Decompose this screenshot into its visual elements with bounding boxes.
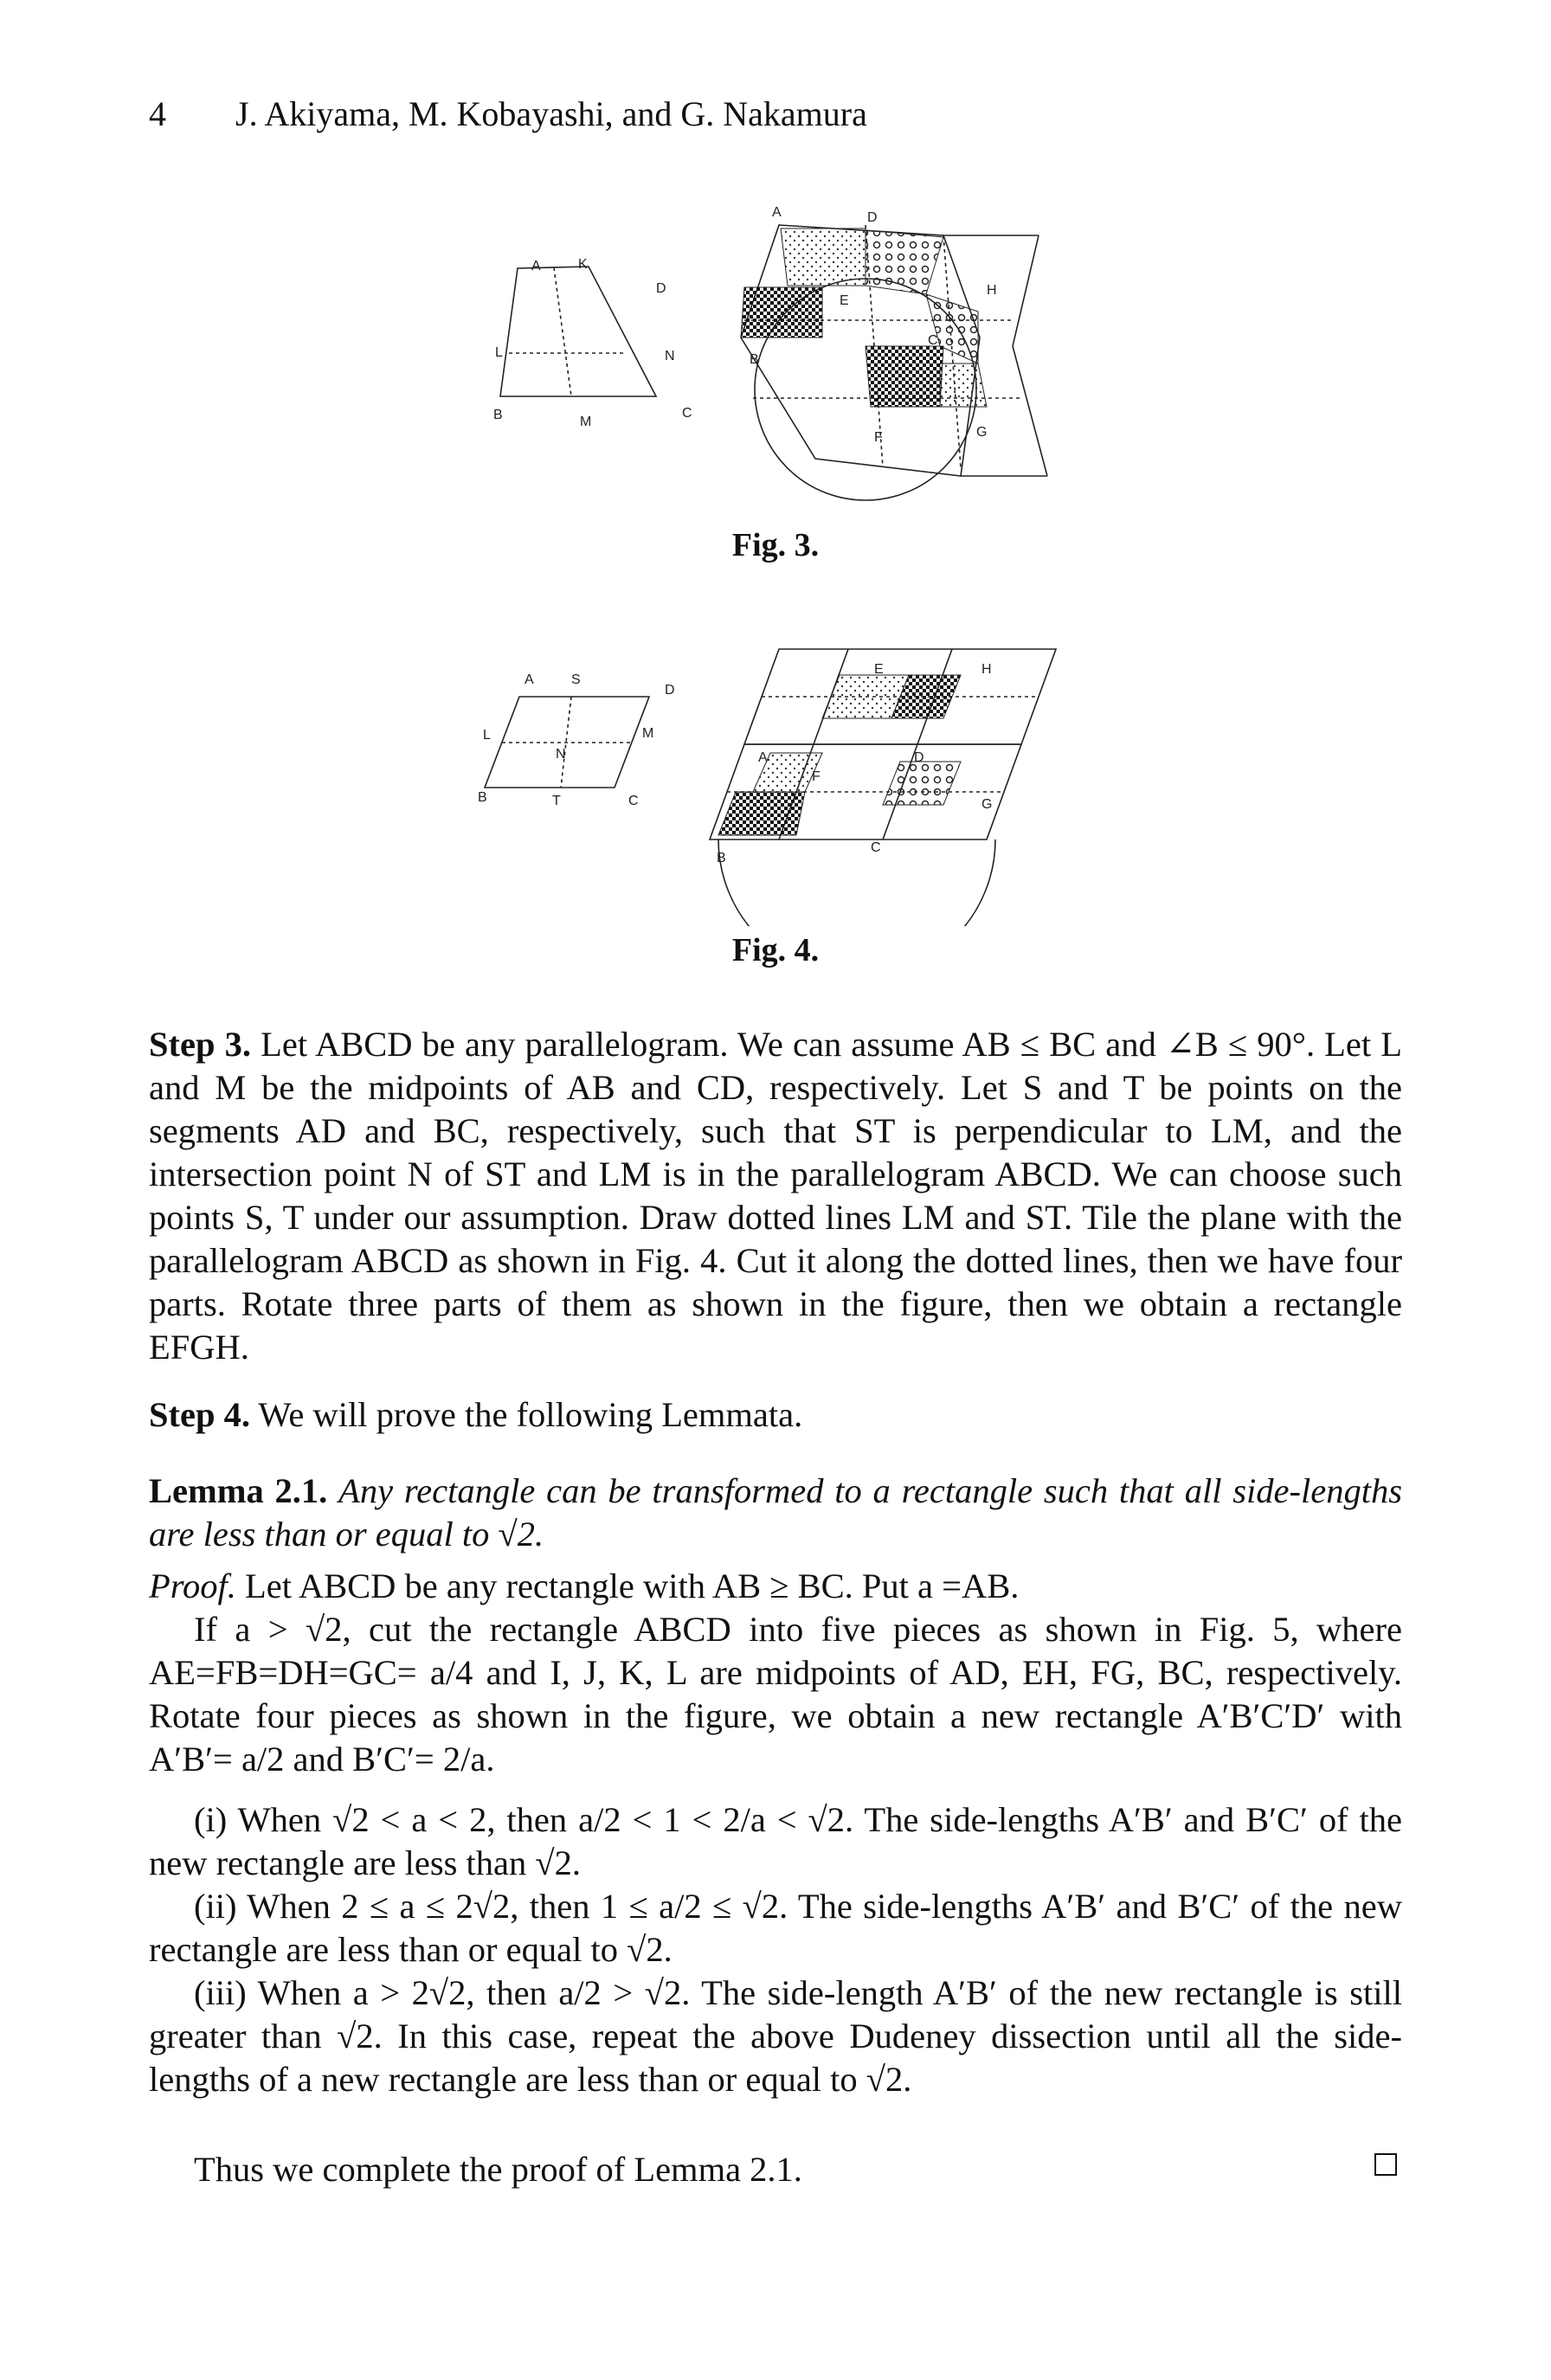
step-4-text: We will prove the following Lemmata. xyxy=(258,1395,803,1434)
fig4-right-label: E xyxy=(874,662,884,677)
figure-4-drawing xyxy=(459,640,1082,926)
fig3-left-label: C xyxy=(682,406,692,421)
fig4-left-label: B xyxy=(478,790,487,805)
figure-4-caption: Fig. 4. xyxy=(731,932,820,968)
cases-list xyxy=(149,1798,1402,2101)
proof-paragraph xyxy=(149,1565,1402,1781)
fig4-right-label: G xyxy=(981,797,993,812)
fig3-left-label: M xyxy=(580,415,592,429)
fig4-left-label: T xyxy=(552,794,561,808)
step-3-label: Step 3. xyxy=(149,1025,251,1064)
fig3-left-label: D xyxy=(656,281,666,296)
fig4-left-label: M xyxy=(642,726,654,741)
case-ii: (ii) When 2 ≤ a ≤ 2√2, then 1 ≤ a/2 ≤ √2. The side-lengths A′B′ and B′C′ of the new rectangle are less than or equal to √2. xyxy=(149,1887,1402,1969)
case-i: (i) When √2 < a < 2, then a/2 < 1 < 2/a < √2. The side-lengths A′B′ and B′C′ of the new rectangle are less than √2. xyxy=(149,1800,1402,1882)
conclusion-paragraph xyxy=(149,2148,1402,2191)
authors: J. Akiyama, M. Kobayashi, and G. Nakamura xyxy=(235,94,867,133)
step-3-paragraph xyxy=(149,1023,1402,1369)
fig3-right-label: F xyxy=(874,430,883,445)
fig4-right-label: B xyxy=(717,851,726,865)
figure-3 xyxy=(459,190,1082,537)
running-header xyxy=(149,93,867,134)
figure-3-caption: Fig. 3. xyxy=(731,527,820,563)
fig4-left-label: L xyxy=(483,728,491,743)
case-iii: (iii) When a > 2√2, then a/2 > √2. The side-length A′B′ of the new rectangle is still greater than √2. In this case, repeat the above Dudeney dissection until all the side-lengths of a new rectangle are less than or equal to √2. xyxy=(149,1973,1402,2099)
fig3-right-label: B xyxy=(750,352,759,367)
conclusion-text: Thus we complete the proof of Lemma 2.1. xyxy=(194,2150,802,2189)
qed-square xyxy=(1374,2153,1397,2176)
fig3-right-label: E xyxy=(840,293,849,308)
fig3-right-label: C xyxy=(928,333,938,348)
step-3-text: Let ABCD be any parallelogram. We can assume AB ≤ BC and ∠B ≤ 90°. Let L and M be the midpoints of AB and CD, respectively. Let S and T be points on the segments AD and BC, respectively, such that ST is perpendicular to LM, and the intersection point N of ST and LM is in the parallelogram ABCD. We can choose such points S, T under our assumption. Draw dotted lines LM and ST. Tile the plane with the parallelogram ABCD as shown in Fig. 4. Cut it along the dotted lines, then we have four parts. Rotate three parts of them as shown in the figure, then we obtain a rectangle EFGH. xyxy=(149,1025,1402,1367)
fig3-left-label: N xyxy=(665,349,675,363)
fig4-left-label: A xyxy=(525,672,534,687)
fig3-left-label: K xyxy=(578,257,588,272)
proof-label: Proof. xyxy=(149,1566,236,1605)
fig4-left-label: N xyxy=(556,747,566,762)
figure-3-drawing xyxy=(459,190,1082,537)
lemma-label: Lemma 2.1. xyxy=(149,1471,328,1510)
fig3-left-label: A xyxy=(531,259,541,273)
fig4-left-label: D xyxy=(665,683,675,698)
fig4-right-label: D xyxy=(914,750,924,765)
lemma-paragraph xyxy=(149,1470,1402,1556)
page-number: 4 xyxy=(149,94,166,133)
fig4-right-label: H xyxy=(981,662,992,677)
fig3-right-label: H xyxy=(987,283,997,298)
fig3-right-label: D xyxy=(867,210,878,225)
fig4-left-label: C xyxy=(628,794,639,808)
fig4-right-label: A xyxy=(758,750,768,765)
lemma-text: Any rectangle can be transformed to a rectangle such that all side-lengths are less than or equal to √2. xyxy=(149,1471,1403,1553)
proof-text-1: Let ABCD be any rectangle with AB ≥ BC. Put a =AB. xyxy=(245,1566,1020,1605)
fig3-left-label: L xyxy=(495,345,503,360)
fig3-right-label: G xyxy=(976,425,988,440)
proof-text-2: If a > √2, cut the rectangle ABCD into five pieces as shown in Fig. 5, where AE=FB=DH=GC= a/4 and I, J, K, L are midpoints of AD, EH, FG, BC, respectively. Rotate four pieces as shown in the figure, we obtain a new rectangle A′B′C′D′ with A′B′= a/2 and B′C′= 2/a. xyxy=(149,1610,1402,1779)
fig3-right-label: A xyxy=(772,205,782,220)
fig4-left-label: S xyxy=(571,672,581,687)
step-4-paragraph xyxy=(149,1393,1402,1437)
step-4-label: Step 4. xyxy=(149,1395,251,1434)
fig4-right-label: C xyxy=(871,840,881,855)
fig4-right-label: F xyxy=(812,769,821,784)
fig3-left-label: B xyxy=(493,408,503,422)
figure-4 xyxy=(459,640,1082,926)
